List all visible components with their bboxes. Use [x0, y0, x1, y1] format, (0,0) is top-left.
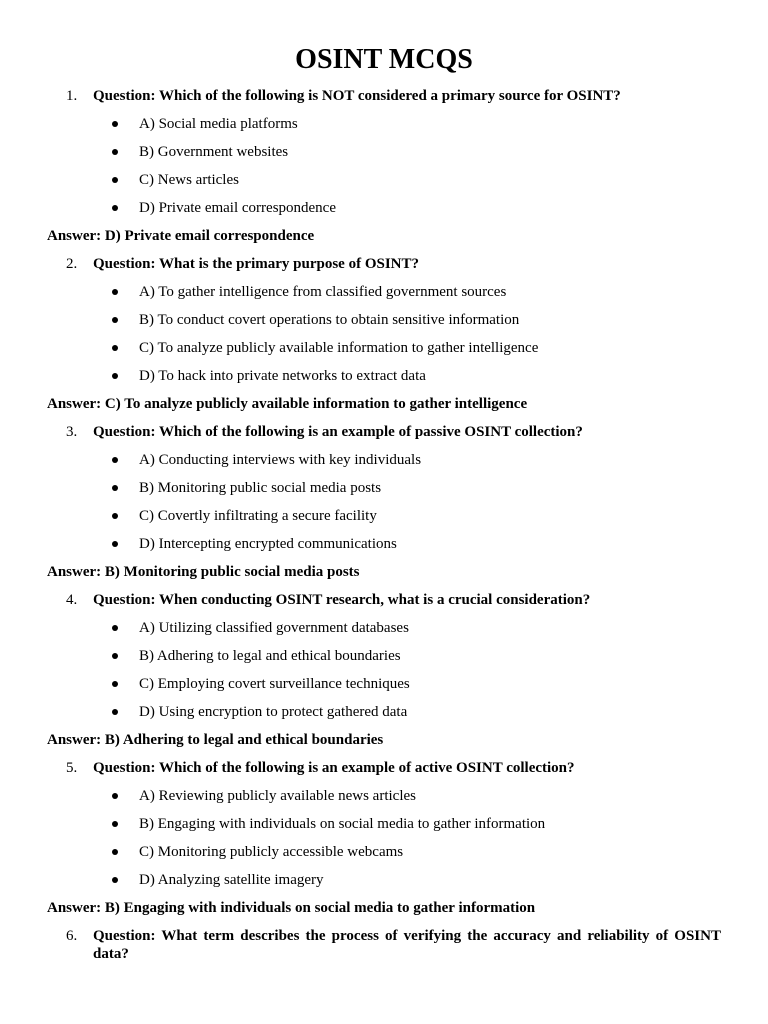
question-text: Question: Which of the following is NOT considered a primary source for OSINT? — [93, 88, 621, 104]
answer-option: A) Utilizing classified government databases — [139, 620, 409, 636]
bullet-icon — [112, 149, 118, 155]
question-number: 2. — [66, 256, 78, 272]
question-number: 3. — [66, 424, 78, 440]
question-text: Question: Which of the following is an example of active OSINT collection? — [93, 760, 575, 776]
answer-option: B) Monitoring public social media posts — [139, 480, 382, 496]
bullet-icon — [112, 793, 118, 799]
answer-option: C) Employing covert surveillance techniques — [139, 676, 410, 692]
bullet-icon — [112, 513, 118, 519]
page-title: OSINT MCQS — [295, 44, 473, 75]
answer-option: D) Intercepting encrypted communications — [139, 536, 397, 552]
answer-option: C) News articles — [139, 172, 239, 188]
answer-option: A) Social media platforms — [139, 116, 298, 132]
question-text: Question: Which of the following is an example of passive OSINT collection? — [93, 424, 583, 440]
question-number: 1. — [66, 88, 78, 104]
answer-option: B) To conduct covert operations to obtain sensitive information — [139, 312, 520, 328]
bullet-icon — [112, 121, 118, 127]
question-text: Question: When conducting OSINT research, what is a crucial consideration? — [93, 592, 591, 608]
bullet-icon — [112, 625, 118, 631]
answer-option: B) Government websites — [139, 144, 289, 160]
bullet-icon — [112, 681, 118, 687]
bullet-icon — [112, 345, 118, 351]
answer-option: C) To analyze publicly available information to gather intelligence — [139, 340, 539, 356]
bullet-icon — [112, 709, 118, 715]
bullet-icon — [112, 849, 118, 855]
question-text: Question: What term describes the process of verifying the accuracy and reliability of OSINT data? — [93, 928, 721, 962]
answer-option: B) Adhering to legal and ethical boundaries — [139, 648, 401, 664]
answer-option: D) Private email correspondence — [139, 200, 336, 216]
bullet-icon — [112, 485, 118, 491]
answer-option: D) To hack into private networks to extract data — [139, 368, 426, 384]
correct-answer: Answer: D) Private email correspondence — [47, 228, 315, 244]
correct-answer: Answer: B) Engaging with individuals on social media to gather information — [47, 900, 536, 916]
question-text: Question: What is the primary purpose of OSINT? — [93, 256, 420, 272]
correct-answer: Answer: C) To analyze publicly available information to gather intelligence — [47, 396, 528, 412]
bullet-icon — [112, 653, 118, 659]
question-number: 5. — [66, 760, 78, 776]
answer-option: B) Engaging with individuals on social media to gather information — [139, 816, 546, 832]
correct-answer: Answer: B) Monitoring public social media posts — [47, 564, 360, 580]
answer-option: D) Using encryption to protect gathered data — [139, 704, 408, 720]
answer-option: C) Covertly infiltrating a secure facility — [139, 508, 377, 524]
question-number: 4. — [66, 592, 78, 608]
question-number: 6. — [66, 928, 78, 944]
bullet-icon — [112, 289, 118, 295]
bullet-icon — [112, 373, 118, 379]
answer-option: A) To gather intelligence from classified government sources — [139, 284, 507, 300]
bullet-icon — [112, 541, 118, 547]
answer-option: A) Conducting interviews with key individuals — [139, 452, 422, 468]
bullet-icon — [112, 457, 118, 463]
bullet-icon — [112, 205, 118, 211]
bullet-icon — [112, 177, 118, 183]
answer-option: C) Monitoring publicly accessible webcams — [139, 844, 404, 860]
bullet-icon — [112, 877, 118, 883]
bullet-icon — [112, 821, 118, 827]
correct-answer: Answer: B) Adhering to legal and ethical boundaries — [47, 732, 384, 748]
answer-option: A) Reviewing publicly available news articles — [139, 788, 416, 804]
bullet-icon — [112, 317, 118, 323]
answer-option: D) Analyzing satellite imagery — [139, 872, 324, 888]
